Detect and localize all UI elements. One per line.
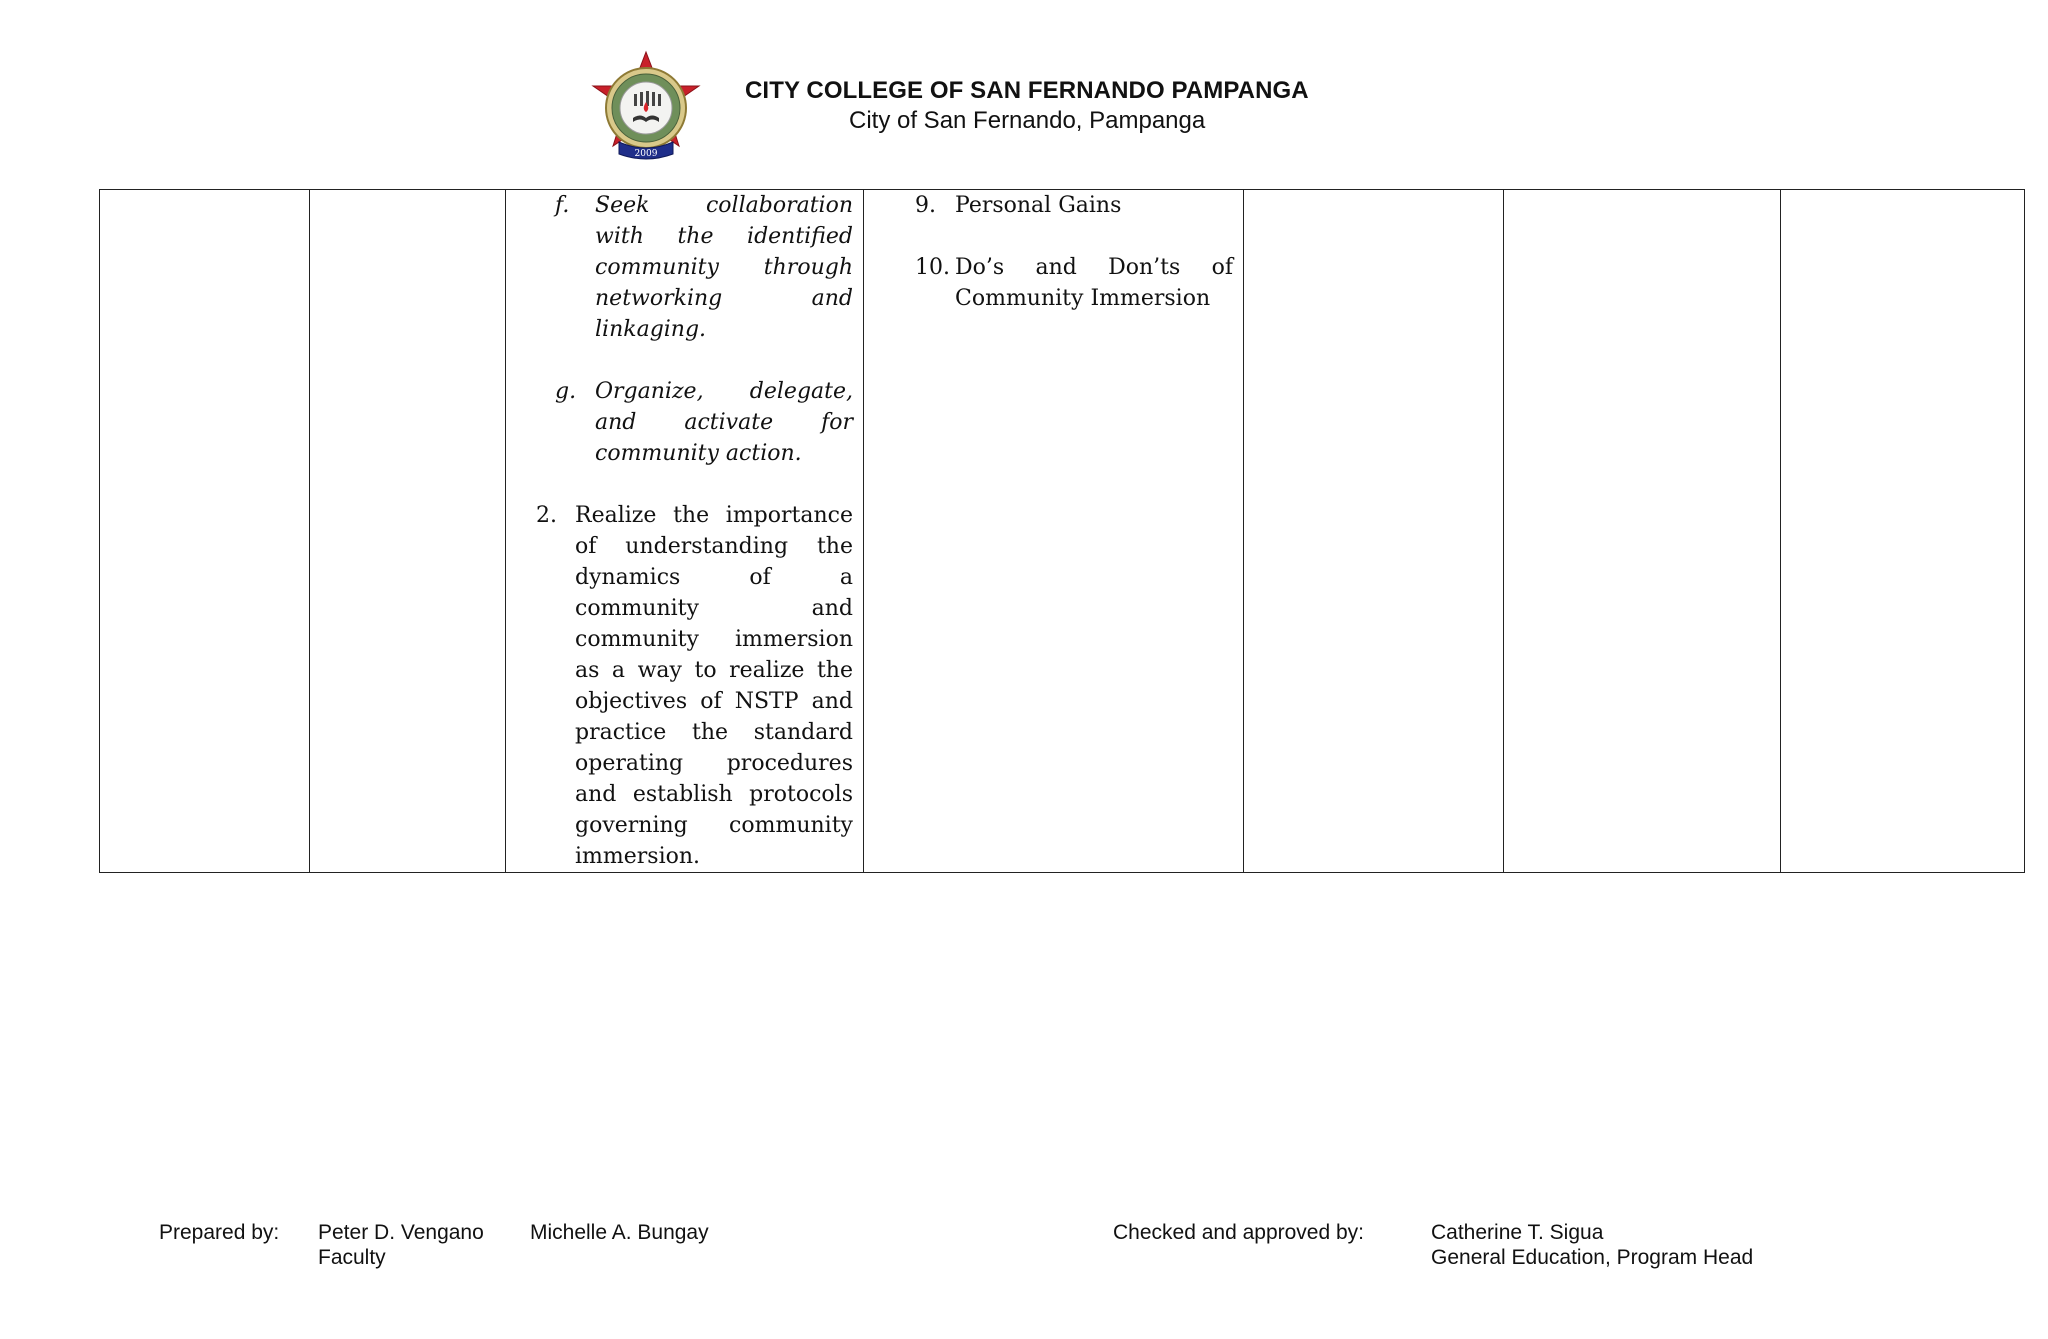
- table-cell-empty: [100, 190, 310, 873]
- college-name: CITY COLLEGE OF SAN FERNANDO PAMPANGA: [745, 77, 1309, 104]
- topic-marker: 9.: [915, 193, 936, 218]
- approver-role: General Education, Program Head: [1431, 1246, 1754, 1269]
- preparer-name: Peter D. Vengano: [318, 1221, 484, 1244]
- table-row: [100, 190, 2025, 873]
- preparer-name: Michelle A. Bungay: [530, 1221, 709, 1244]
- topic-text: Do’s and Don’ts of Community Immersion: [955, 255, 1233, 311]
- topics-cell: [864, 190, 1244, 873]
- table-cell-empty: [1244, 190, 1504, 873]
- preparer-role: Faculty: [318, 1246, 386, 1269]
- objective-marker: g.: [555, 379, 577, 404]
- topics-list: [864, 190, 1233, 314]
- table-cell-empty: [1781, 190, 2025, 873]
- objective-item: [506, 190, 853, 345]
- objective-marker: f.: [555, 193, 570, 218]
- objectives-list: [506, 190, 853, 872]
- document-header: [0, 0, 2048, 180]
- table-cell-empty: [310, 190, 506, 873]
- objective-marker: 2.: [536, 503, 557, 528]
- prepared-by-label: Prepared by:: [159, 1221, 280, 1244]
- approved-by-label: Checked and approved by:: [1113, 1221, 1365, 1244]
- objective-item: [506, 376, 853, 469]
- topic-marker: 10.: [915, 255, 950, 280]
- objective-text: Seek collaboration with the identified community through networking and linkaging.: [595, 193, 853, 342]
- topic-item: [864, 190, 1233, 221]
- topic-item: [864, 252, 1233, 314]
- college-seal-logo: [583, 50, 709, 166]
- objective-text: Realize the importance of understanding the dynamics of a community and community immersion as a way to realize the objectives of NSTP and practice the standard operating procedures and establish protocols governing community immersion.: [575, 503, 853, 869]
- college-city: City of San Fernando, Pampanga: [849, 107, 1206, 134]
- approver-name: Catherine T. Sigua: [1431, 1221, 1604, 1244]
- syllabus-table: [99, 189, 2025, 873]
- seal-year: 2009: [634, 149, 658, 159]
- table-cell-empty: [1504, 190, 1781, 873]
- objectives-cell: [506, 190, 864, 873]
- objective-text: Organize, delegate, and activate for community action.: [595, 379, 853, 466]
- topic-text: Personal Gains: [955, 193, 1122, 218]
- objective-item: [506, 500, 853, 872]
